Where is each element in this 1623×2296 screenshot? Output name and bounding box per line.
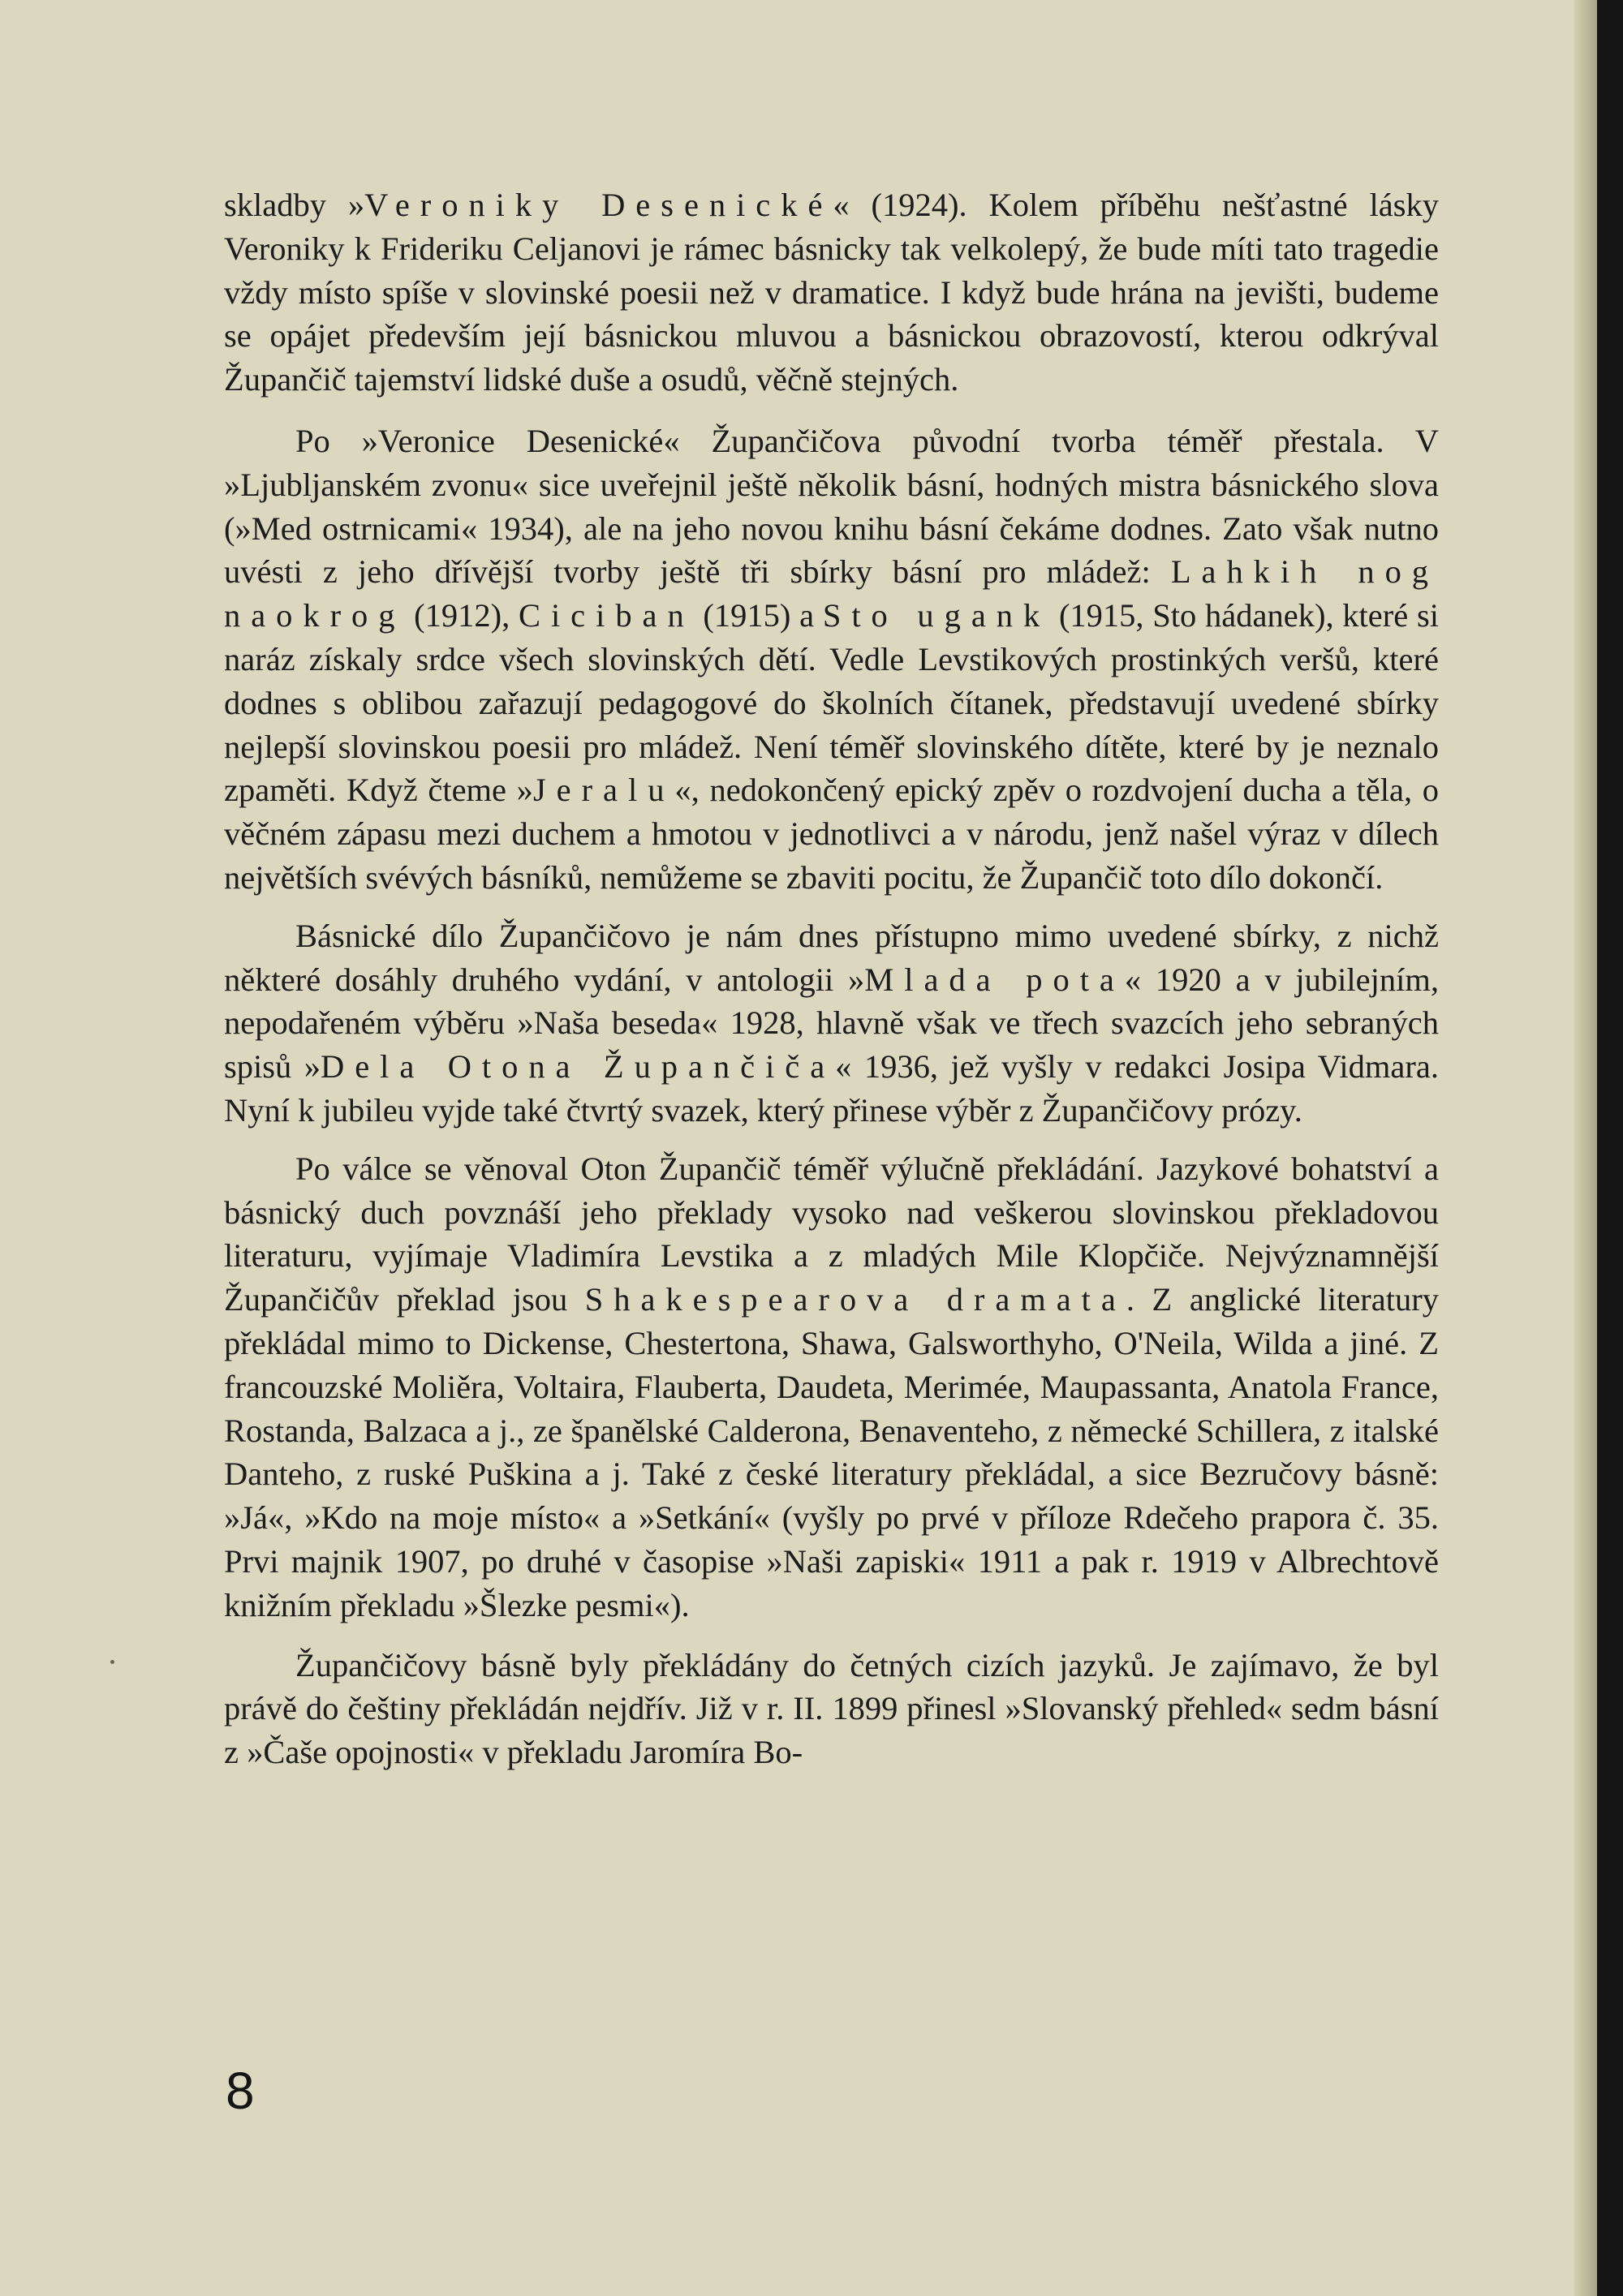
text-run: (1912), [405,597,519,634]
spaced-title: Jeralu [532,772,675,809]
text-run: (1915, Sto hádanek), které si naráz získaly srdce všech slovinských dětí. Vedle Levstikových prostinkých veršů, které dodnes s oblibou zařazují pedagogové do školních čítanek, představují uvedené sbírky nejlepší slovinskou poesii pro mládež. Není téměř slovinského dítěte, které by je neznalo zpaměti. Když čteme » [224,597,1439,809]
scan-edge [1597,0,1623,2296]
paragraph [224,419,1439,900]
paper-speck [110,1660,114,1664]
text-run: Básnické dílo Župančičovo je nám dnes přístupno mimo uvedené sbírky, z nichž některé dosáhly druhého vydání, v antologii » [224,917,1439,998]
text-run: (1915) a [694,597,823,634]
spaced-title: Veroniky Desenické [364,187,833,223]
paragraph [224,914,1439,1133]
spaced-title: Shakespearova dramata [584,1281,1126,1318]
text-run: . Z anglické literatury překládal mimo to Dickense, Chestertona, Shawa, Galsworthyho, O'Neila, Wilda a jiné. Z francouzské Moliěra, Voltaira, Flauberta, Daudeta, Merimée, Maupassanta, Anatola France, Rostanda, Balzaca a j., ze španělské Calderona, Benaventeho, z německé Schillera, z italské Danteho, z ruské Puškina a j. Také z české literatury překládal, a sice Bezručovy básně: »Já«, »Kdo na moje místo« a »Setkání« (vyšly po prvé v příloze Rdečeho prapora č. 35. Prvi majnik 1907, po druhé v časopise »Naši zapiski« 1911 a pak r. 1919 v Albrechtově knižním překladu »Šlezke pesmi«). [224,1281,1439,1623]
text-run: Župančičovy básně byly překládány do četných cizích jazyků. Je zajímavo, že byl právě do češtiny překládán nejdřív. Již v r. II. 1899 přinesl »Slovanský přehled« sedm básní z »Čaše opojnosti« v překladu Jaromíra Bo- [224,1646,1439,1771]
paragraph [224,1147,1439,1627]
page-number: 8 [226,2062,255,2120]
spaced-title: Lahkih nog naokrog [224,553,1439,634]
spaced-title: Mlada pota [864,961,1125,998]
text-run: « 1936, jež vyšly v redakci Josipa Vidmara. Nyní k jubileu vyjde také čtvrtý svazek, který přinese výběr z Župančičovy prózy. [224,1048,1439,1129]
spaced-title: Ciciban [519,597,695,634]
paragraph [224,183,1439,402]
text-run: Po válce se věnoval Oton Župančič téměř výlučně překládání. Jazykové bohatství a básnický duch povznáší jeho překlady vysoko nad veškerou slovinskou překladovou literaturu, vyjímaje Vladimíra Levstika a z mladých Mile Klopčiče. Nejvýznamnější Župančičův překlad jsou [224,1150,1439,1318]
text-run: Po »Veronice Desenické« Župančičova původní tvorba téměř přestala. V »Ljubljanském zvonu« sice uveřejnil ještě několik básní, hodných mistra básnického slova (»Med ostrnicami« 1934), ale na jeho novou knihu básní čekáme dodnes. Zato však nutno uvésti z jeho dřívější tvorby ještě tři sbírky básní pro mládež: [224,422,1439,591]
text-run: « (1924). Kolem příběhu nešťastné lásky Veroniky k Frideriku Celjanovi je rámec básnicky tak velkolepý, že bude míti tato tragedie vždy místo spíše v slovinské poesii než v dramatice. I když bude hrána na jevišti, budeme se opájet především její básnickou mluvou a básnickou obrazovostí, kterou odkrýval Župančič tajemství lidské duše a osudů, věčně stejných. [224,187,1439,398]
text-run: «, nedokončený epický zpěv o rozdvojení ducha a těla, o věčném zápasu mezi duchem a hmotou v jednotlivci a v národu, jenž našel výraz v dílech největších svévých básníků, nemůžeme se zbaviti pocitu, že Župančič toto dílo dokončí. [224,772,1439,896]
text-run: skladby » [224,187,365,223]
body-text [224,183,1439,1774]
page-gutter [1574,0,1597,2296]
spaced-title: Dela Otona Župančiča [320,1048,836,1086]
spaced-title: Sto ugank [822,597,1051,634]
text-run: « 1920 a v jubilejním, nepodařeném výběru »Naša beseda« 1928, hlavně však ve třech svazcích jeho sebraných spisů » [224,961,1440,1086]
paragraph [224,1644,1439,1774]
